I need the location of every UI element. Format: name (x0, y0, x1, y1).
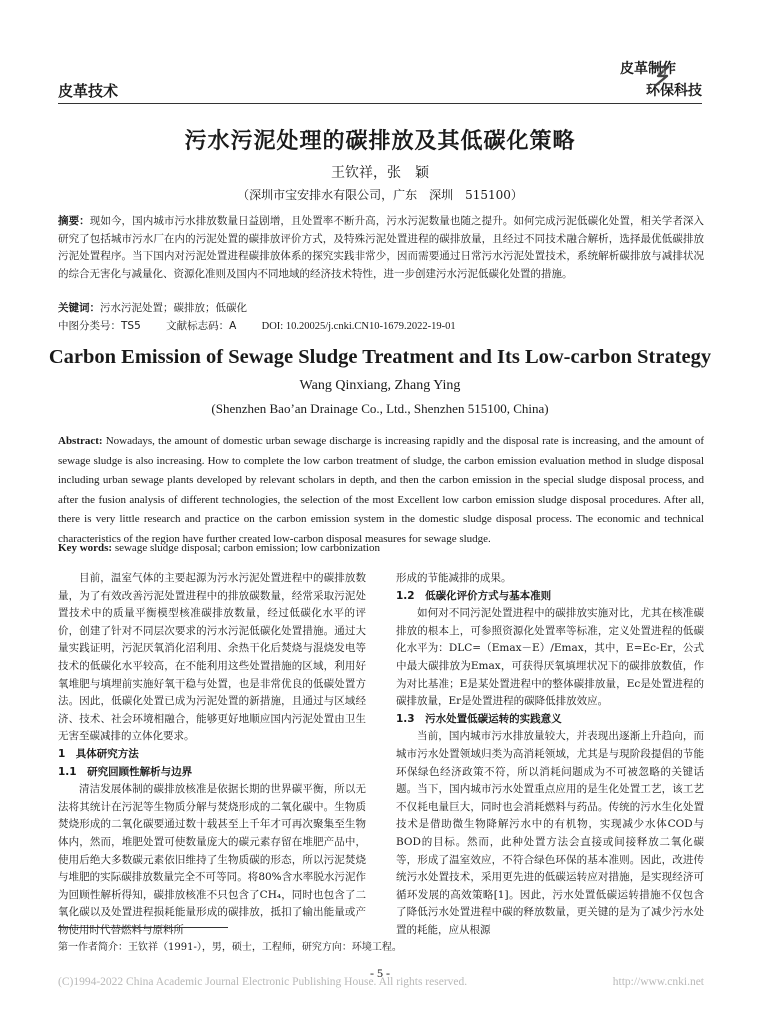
document-code: 文献标志码：A (166, 320, 237, 332)
paragraph-1-2: 如何对不同污泥处置进程中的碳排放实施对比，尤其在核准碳排放的根本上，可参照资源化处置率等标准，定义处置进程的低碳化水平为：DLC=（Emax－E）/Emax，其中，E=Ec-Er，公式中最大碳排放为Emax，可获得厌氧填埋状况下的碳排放数值，作为对比基准；E是某处置进程中的整体碳排放量，Ec是处置进程的碳排放量，Er是处置进程的碳降低排放效应。 (396, 607, 704, 708)
abstract-cn-text: 现如今，国内城市污水排放数量日益剧增，且处置率不断升高，污水污泥数量也随之提升。如何完成污泥低碳化处置，相关学者深入研究了包括城市污水厂在内的污泥处置的碳排放评价方式，及特殊污泥处置进程的碳排放量，且经过不同技术融合解析，选择最优低碳排放污泥处置程序。当下国内对污泥处置进程碳排放体系的探究实践非常少，因而需要通过日常污水污泥处置技术，系统解析碳排放与减排状况的综合无害化与减量化、资源化准则及国内不同地域的经济技术特性，进一步创建污水污泥低碳化处置的措施。 (58, 215, 705, 280)
abstract-en (58, 432, 704, 549)
affiliation-en: (Shenzhen Bao’an Drainage Co., Ltd., Shenzhen 515100, China) (211, 401, 549, 416)
paragraph-continued: 形成的节能减排的成果。 (396, 572, 512, 584)
keywords-cn-label: 关键词： (58, 302, 100, 314)
copyright-watermark (58, 976, 704, 988)
body-column-left (58, 570, 366, 939)
abstract-cn (58, 213, 704, 283)
section-heading-1-2: 1.2 低碳化评价方式与基本准则 (396, 589, 552, 602)
classification-line (58, 318, 478, 333)
article-title-cn: 污水污泥处理的碳排放及其低碳化策略 (184, 129, 576, 154)
abstract-en-text: Nowadays, the amount of domestic urban sewage discharge is increasing rapidly and the disposal rate is increasing, and the amount of sewage sludge is also increasing. How to complete the low carbon treatment of sludge, the carbon emission evaluation method in sludge disposal including urban sewage plants developed by relevant scholars in depth, and then the carbon emission in the special sludge disposal process, and after the fusion analysis of different technologies, the selection of the most Excellent low carbon emission sludge disposal procedures. After all, there is very little research and practice on the carbon emission system in the domestic sludge disposal process. The economic and technical characteristics of the region have further created low-carbon disposal measures for sewage sludge. (58, 435, 705, 545)
journal-name: 皮革技术 (58, 82, 119, 100)
journal-brand (620, 58, 702, 102)
page-number: - 5 - (370, 966, 390, 980)
keywords-en (58, 542, 380, 554)
paragraph-1-1: 清洁发展体制的碳排放核准是依据长期的世界碳平衡，所以无法将其统计在污泥等生物质分解与焚烧形成的二氧化碳中。生物质焚烧形成的二氧化碳要通过数十载甚至上千年才可再次聚集至生物体内，然而，堆肥处置可使数量庞大的碳元素存留在堆肥产品中，使用后绝大多数碳元素依旧维持了生物质碳的形态，所以污泥焚烧与堆肥的实际碳排放数量完全不可等同。将80%含水率脱水污泥作为回顾性解析得知，碳排放核准不只包含了CH₄，同时也包含了二氧化碳以及处置进程损耗能量形成的碳排放，抵扣了输出能量或产物使用时代替燃料与原料所 (58, 783, 366, 936)
section-heading-1: 1 具体研究方法 (58, 747, 139, 760)
abstract-cn-label: 摘要： (58, 215, 90, 227)
abstract-en-label: Abstract: (58, 435, 103, 447)
copyright-text: (C)1994-2022 China Academic Journal Electronic Publishing House. All rights reserved. (58, 976, 468, 988)
keywords-en-label: Key words: (58, 542, 113, 554)
article-title-en: Carbon Emission of Sewage Sludge Treatment and Its Low-carbon Strategy (48, 346, 712, 368)
brand-logo-icon (650, 64, 672, 88)
authors-cn: 王钦祥，张 颖 (331, 165, 429, 181)
intro-paragraph: 目前，温室气体的主要起源为污水污泥处置进程中的碳排放数量，为了有效改善污泥处置进程中的排放碳数量，经常采取污泥处置技术中的质量平衡模型核准碳排放数量，经过低碳化水平的评价，创建了针对不同层次要求的污水污泥低碳化处置措施。通过大量实践证明，污泥厌氧消化沼利用、余热干化后焚烧与混烧发电等技术的低碳化水平较高，在不能利用这些处置措施的区域，利用好氧堆肥与填埋前实施好氧干稳与处置，也是非常优良的低碳处置方法。因此，低碳化处置已成为污泥处置的新措施，且通过与区域经济、技术、社会环境相融合，能够更好地顺应国内污泥处置由卫生无害至碳减排的立体化要求。 (58, 572, 366, 743)
affiliation-cn: （深圳市宝安排水有限公司，广东 深圳 515100） (237, 188, 523, 202)
author-footnote: 第一作者简介：王钦祥（1991-），男，硕士，工程师，研究方向：环境工程。 (58, 942, 402, 953)
section-heading-1-3: 1.3 污水处置低碳运转的实践意义 (396, 712, 562, 725)
brand-line-1: 皮革制作 (620, 61, 676, 77)
keywords-cn (58, 300, 247, 315)
clc-number: 中图分类号：TS5 (58, 320, 141, 332)
section-heading-1-1: 1.1 研究回顾性解析与边界 (58, 765, 193, 778)
doi: DOI: 10.20025/j.cnki.CN10-1679.2022-19-01 (261, 321, 456, 332)
keywords-en-text: sewage sludge disposal; carbon emission; low carbonization (114, 542, 380, 554)
website-link[interactable]: http://www.cnki.net (612, 976, 704, 988)
brand-line-2: 环保科技 (646, 83, 702, 99)
keywords-cn-text: 污水污泥处置；碳排放；低碳化 (100, 302, 247, 314)
body-column-right (396, 570, 704, 939)
header-divider (58, 103, 702, 104)
authors-en: Wang Qinxiang, Zhang Ying (299, 378, 461, 393)
footnote-divider (58, 927, 228, 928)
paragraph-1-3: 当前，国内城市污水排放量较大，并表现出逐渐上升趋向，而城市污水处置领域归类为高消耗领域，尤其是与現阶段提倡的节能环保绿色经济政策不符，所以消耗问题成为不可被忽略的关键话题。当下，国内城市污水处置重点应用的是生化处置工艺，该工艺不仅耗电量巨大，同时也会消耗燃料与药品。传统的污水生化处置技术是借助微生物降解污水中的有机物，实现减少水体COD与BOD的目标。然而，此种处置方法会直接或间接释放二氧化碳等，形成了温室效应，不符合绿色环保的基本准则。因此，改进传统污水处置技术，采用更先进的低碳运转应对措施，是实现经济可循环发展的高效策略[1]。因此，污水处置低碳运转措施不仅包含了降低污水处置进程中碳的释放数量，更关键的是为了减少污水处置的耗能，应从根源 (396, 730, 704, 936)
